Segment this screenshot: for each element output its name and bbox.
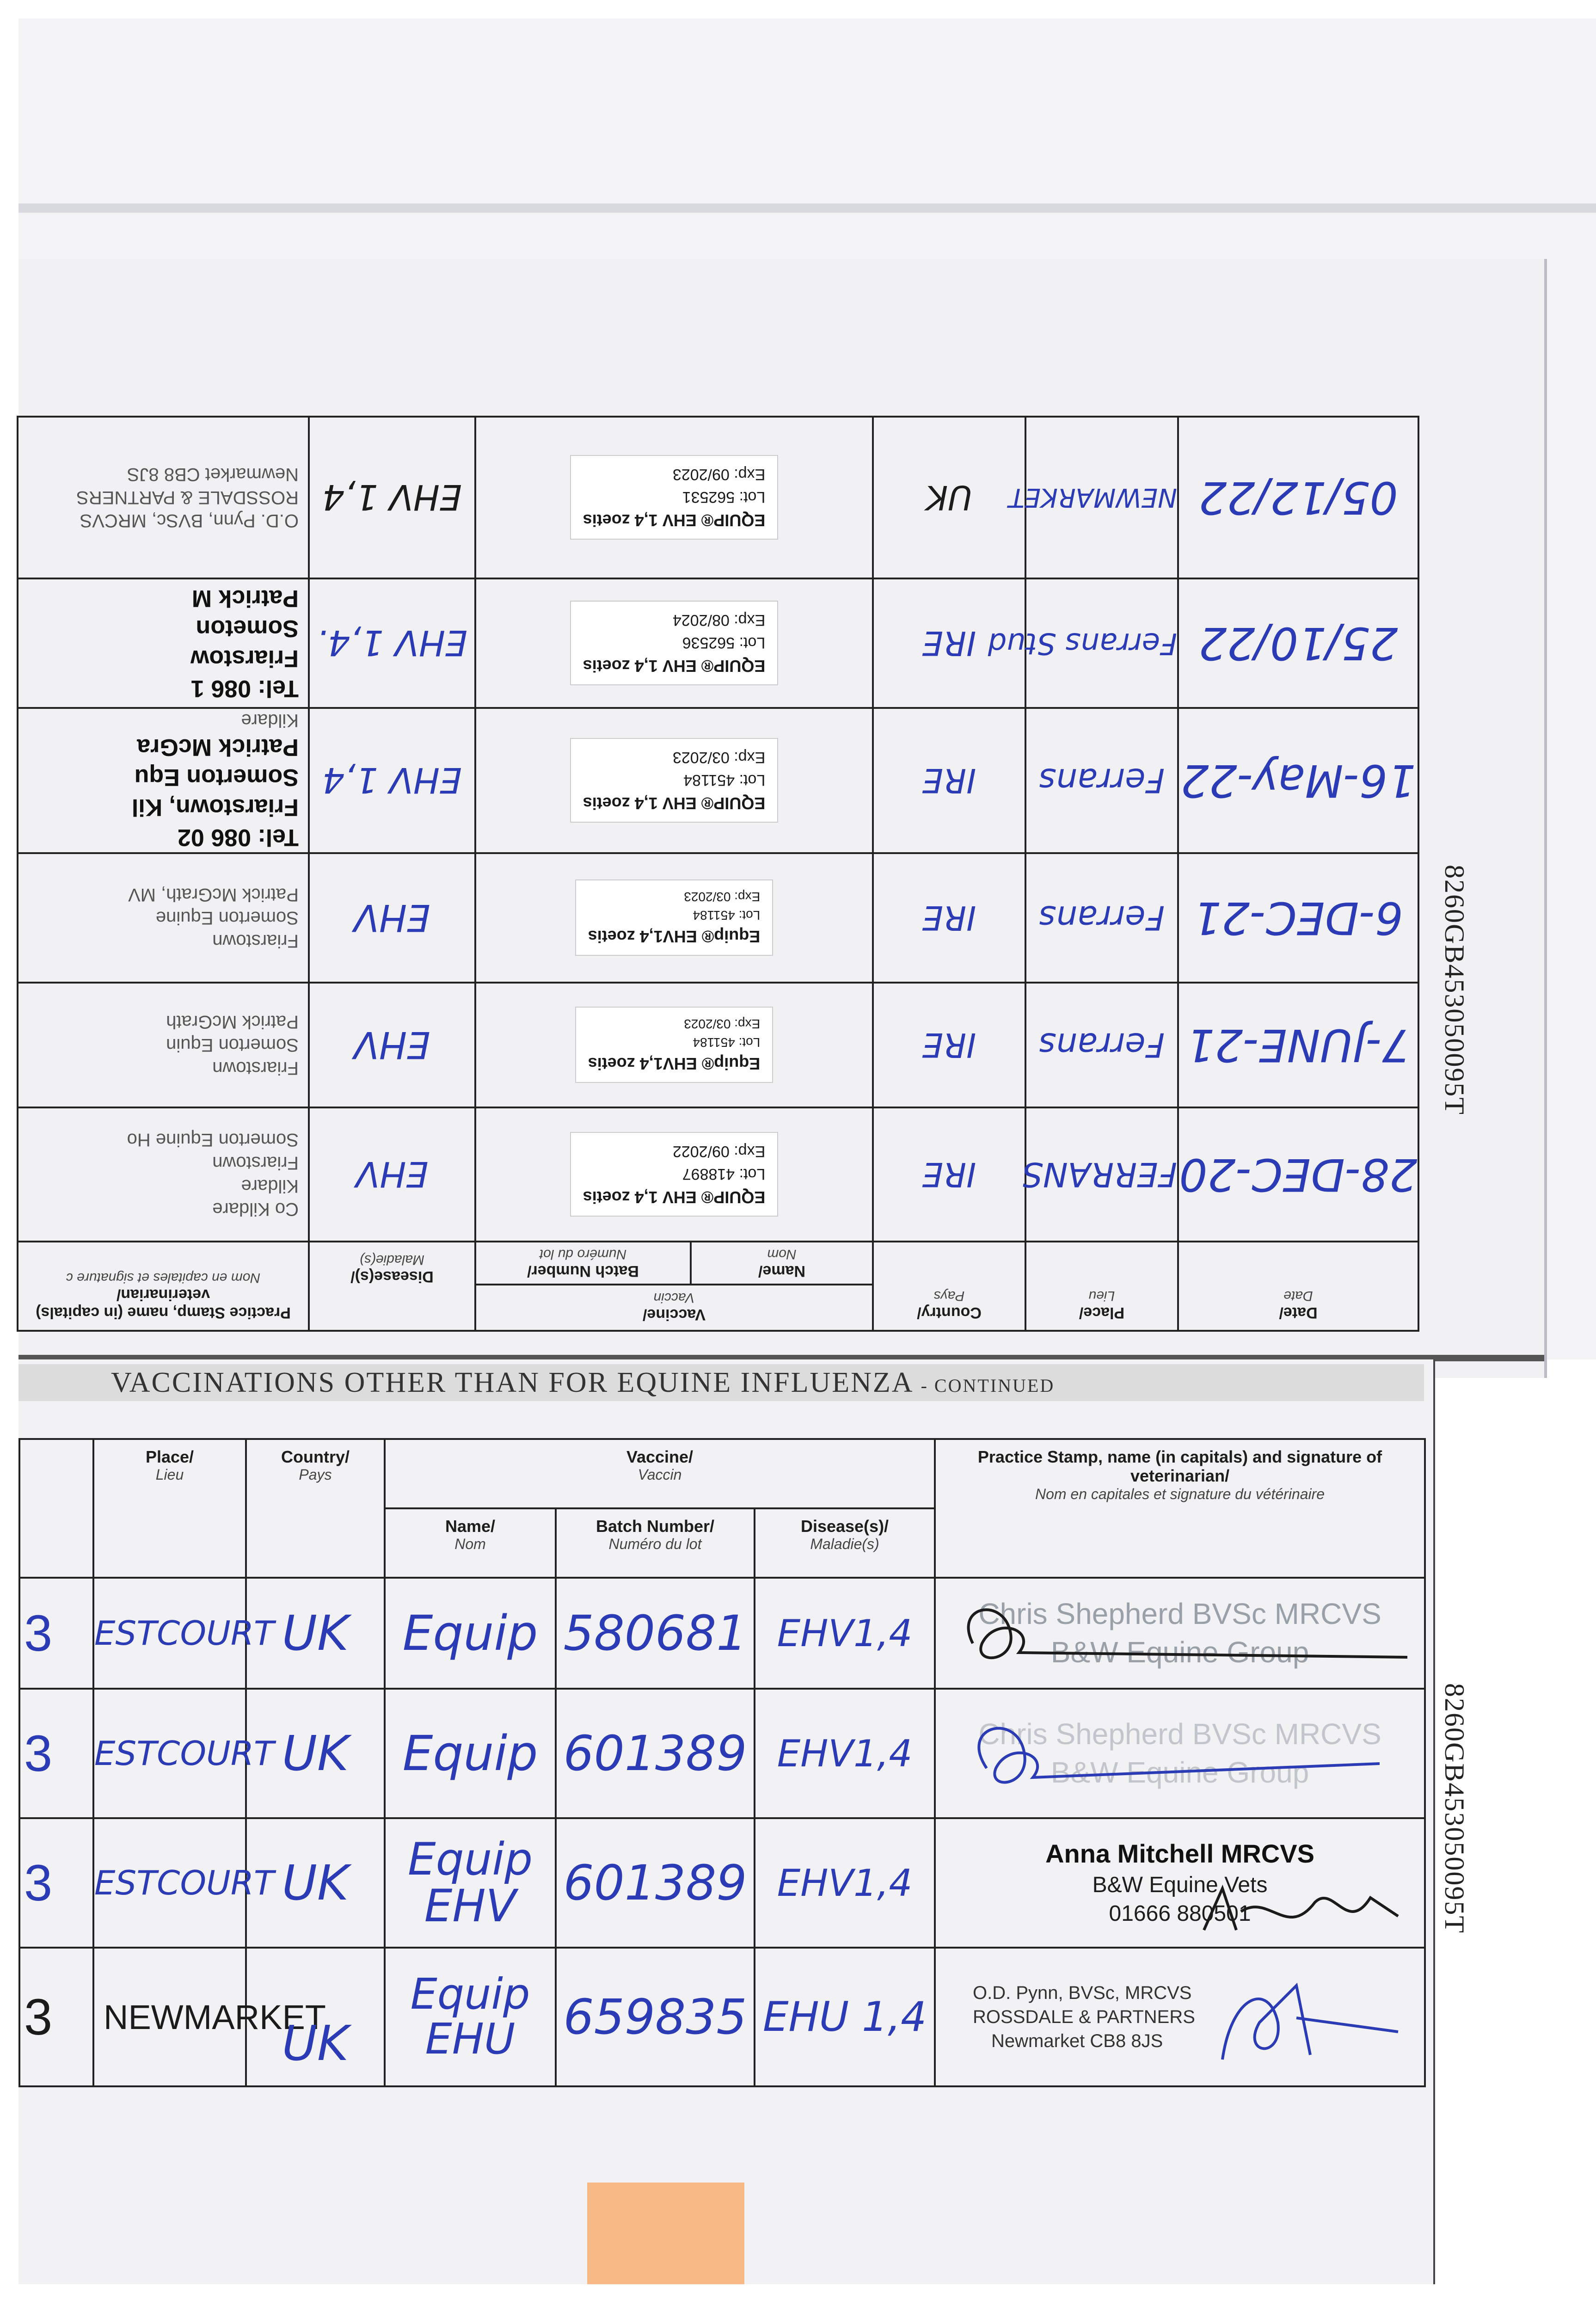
row-vaccine-name: Equip xyxy=(385,1578,556,1689)
row-disease: EHU 1,4 xyxy=(755,1948,935,2086)
upper-row xyxy=(18,578,1418,708)
upper-row xyxy=(18,853,1418,983)
row-date-fragment: 3 xyxy=(19,1948,93,2086)
row-date: 7-JUNE-21 xyxy=(1178,983,1418,1107)
row-country: IRE xyxy=(873,1107,1025,1242)
row-disease: EHV xyxy=(309,1107,475,1242)
vaccine-sticker: Equip® EHV1,4 zoetis Lot: 451184 Exp: 03/2023 xyxy=(475,853,873,983)
header-vaccine: Vaccine/ Vaccin Name/ Nom Batch Number/ Numéro du lot xyxy=(475,1242,873,1331)
practice-stamp: Tel: 086 02 Friarstown, Kil Somerton Equ Patrick McGra Kildare xyxy=(18,708,309,853)
row-date-fragment: 3 xyxy=(19,1578,93,1689)
row-place: ESTCOURT xyxy=(93,1578,246,1689)
signature xyxy=(945,1699,1417,1810)
row-date-fragment: 3 xyxy=(19,1818,93,1948)
row-date: 6-DEC-21 xyxy=(1178,853,1418,983)
row-date: 16-May-22 xyxy=(1178,708,1418,853)
practice-stamp: Chris Shepherd BVSc MRCVS B&W Equine Group xyxy=(935,1689,1425,1818)
row-place: Ferrans xyxy=(1025,983,1178,1107)
lower-row xyxy=(19,1948,1425,2086)
row-batch: 659835 xyxy=(556,1948,755,2086)
section-title: VACCINATIONS OTHER THAN FOR EQUINE INFLUENZA - CONTINUED xyxy=(18,1364,1424,1401)
practice-stamp: Chris Shepherd BVSc MRCVS B&W Equine Group xyxy=(935,1578,1425,1689)
row-country: UK xyxy=(246,1818,385,1948)
lower-vaccination-table xyxy=(18,1438,1426,2087)
row-country: IRE xyxy=(873,708,1025,853)
header-place: Place/ Lieu xyxy=(1025,1242,1178,1331)
row-date: 25/10/22 xyxy=(1178,578,1418,708)
row-country: UK xyxy=(246,1948,385,2086)
upper-vaccination-table xyxy=(18,425,1419,1332)
practice-stamp: Friarstown Somerton Equine Patrick McGrath, MV xyxy=(18,853,309,983)
upper-row xyxy=(18,1107,1418,1242)
lower-row xyxy=(19,1578,1425,1689)
orange-label-tab xyxy=(587,2183,744,2284)
practice-stamp: Tel: 086 1 Friarstow Someton Patrick M xyxy=(18,578,309,708)
header-place: Place/ Lieu xyxy=(93,1439,246,1578)
practice-stamp: Friarstown Somerton Equin Patrick McGrath xyxy=(18,983,309,1107)
vaccine-sticker: EQUIP® EHV 1,4 zoetis Lot: 451184 Exp: 03/2023 xyxy=(475,708,873,853)
row-place: NEWMARKET xyxy=(93,1948,246,2086)
row-place: Ferrans Stud xyxy=(1025,578,1178,708)
lower-row xyxy=(19,1818,1425,1948)
row-country: UK xyxy=(246,1578,385,1689)
upper-row xyxy=(18,708,1418,853)
practice-stamp: Anna Mitchell MRCVS B&W Equine Vets 01666 880501 xyxy=(935,1818,1425,1948)
row-place: ESTCOURT xyxy=(93,1689,246,1818)
lower-header-row xyxy=(19,1439,1425,1508)
row-batch: 580681 xyxy=(556,1578,755,1689)
row-vaccine-name: Equip EHV xyxy=(385,1818,556,1948)
header-stamp: Practice Stamp, name (in capitals) veterinarian/ Nom en capitales et signature c xyxy=(18,1242,309,1331)
row-country: IRE xyxy=(873,578,1025,708)
row-vaccine-name: Equip EHU xyxy=(385,1948,556,2086)
row-batch: 601389 xyxy=(556,1818,755,1948)
row-disease: EHV1,4 xyxy=(755,1818,935,1948)
signature xyxy=(1204,1967,1417,2078)
row-place: Ferrans xyxy=(1025,708,1178,853)
row-disease: EHV xyxy=(309,853,475,983)
row-country: UK xyxy=(246,1689,385,1818)
row-country: UK xyxy=(873,417,1025,578)
header-country: Country/ Pays xyxy=(873,1242,1025,1331)
header-country: Country/ Pays xyxy=(246,1439,385,1578)
header-vaccine: Vaccine/ Vaccin xyxy=(385,1439,935,1508)
row-place: ESTCOURT xyxy=(93,1818,246,1948)
sheet-edge xyxy=(18,203,1596,213)
row-vaccine-name: Equip xyxy=(385,1689,556,1818)
header-stamp: Practice Stamp, name (in capitals) and signature of veterinarian/ Nom en capitales et signature du vétérinaire xyxy=(935,1439,1425,1578)
header-batch: Batch Number/ Numéro du lot xyxy=(556,1508,755,1578)
row-date-fragment: 3 xyxy=(19,1689,93,1818)
row-date: 05/12/22 xyxy=(1178,417,1418,578)
row-date: 28-DEC-20 xyxy=(1178,1107,1418,1242)
practice-stamp: O.D. Pynn, BVSc, MRCVS ROSSDALE & PARTNERS Newmarket CB8 8JS xyxy=(18,417,309,578)
upper-header-row xyxy=(18,1242,1418,1331)
row-disease: EHV 1,4 xyxy=(309,417,475,578)
row-disease: EHV 1,4 xyxy=(309,708,475,853)
practice-stamp: O.D. Pynn, BVSc, MRCVS ROSSDALE & PARTNERS Newmarket CB8 8JS xyxy=(935,1948,1425,2086)
signature xyxy=(1195,1875,1407,1944)
page-code-lower: 8260GB453050095T xyxy=(1439,1683,1470,1934)
practice-stamp: Co Kildare Kildare Friarstown Somerton Equine Ho xyxy=(18,1107,309,1242)
row-disease: EHV 1,4. xyxy=(309,578,475,708)
vaccine-sticker: EQUIP® EHV 1,4 zoetis Lot: 562536 Exp: 08/2024 xyxy=(475,578,873,708)
row-batch: 601389 xyxy=(556,1689,755,1818)
vaccine-sticker: EQUIP® EHV 1,4 zoetis Lot: 418897 Exp: 09/2022 xyxy=(475,1107,873,1242)
row-place: Ferrans xyxy=(1025,853,1178,983)
signature xyxy=(945,1588,1417,1680)
row-disease: EHV1,4 xyxy=(755,1578,935,1689)
header-date-cell xyxy=(19,1439,93,1578)
row-disease: EHV xyxy=(309,983,475,1107)
upper-row xyxy=(18,983,1418,1107)
upper-row xyxy=(18,417,1418,578)
header-date: Date/ Date xyxy=(1178,1242,1418,1331)
header-disease: Disease(s)/ Maladie(s) xyxy=(755,1508,935,1578)
lower-row xyxy=(19,1689,1425,1818)
page-code-upper: 8260GB453050095T xyxy=(1439,865,1470,1115)
vaccine-sticker: EQUIP® EHV 1,4 zoetis Lot: 562531 Exp: 09/2023 xyxy=(475,417,873,578)
row-disease: EHV1,4 xyxy=(755,1689,935,1818)
row-country: IRE xyxy=(873,853,1025,983)
vaccine-sticker: Equip® EHV1,4 zoetis Lot: 451184 Exp: 03/2023 xyxy=(475,983,873,1107)
row-place: FERRANS xyxy=(1025,1107,1178,1242)
row-country: IRE xyxy=(873,983,1025,1107)
row-place: NEWMARKET xyxy=(1025,417,1178,578)
header-name: Name/ Nom xyxy=(385,1508,556,1578)
header-disease: Disease(s)/ Maladie(s) xyxy=(309,1242,475,1331)
